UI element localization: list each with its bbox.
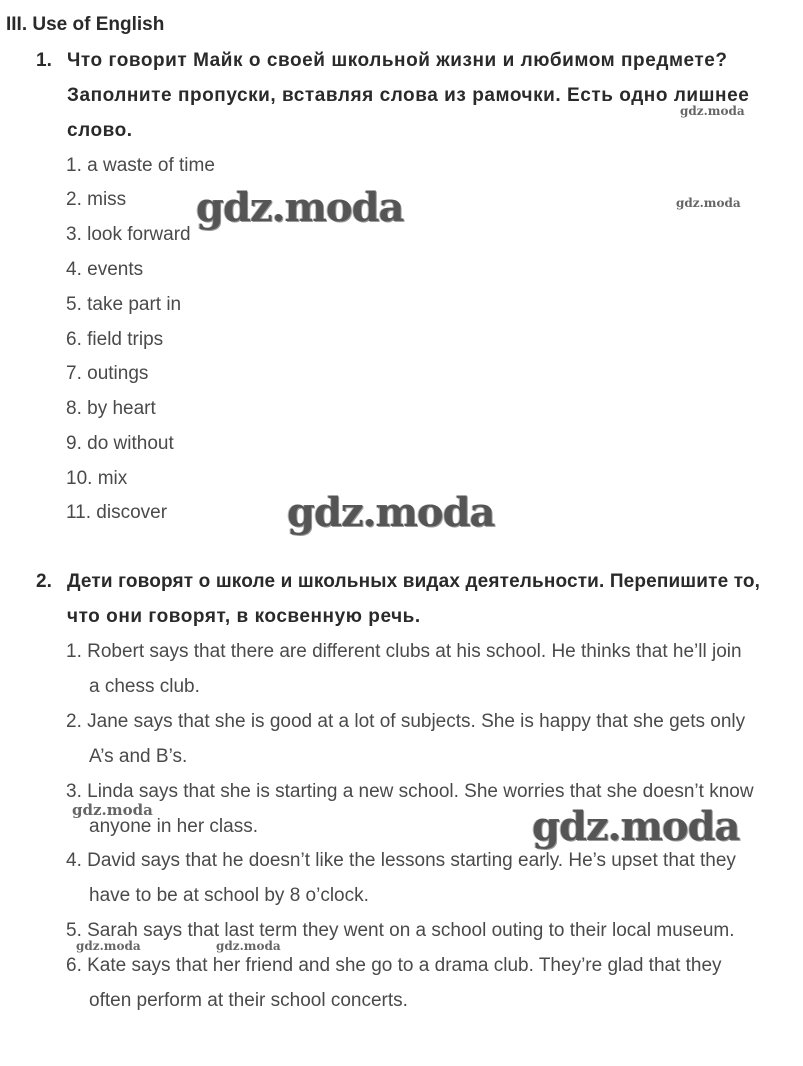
answer-line: often perform at their school concerts. [89, 990, 408, 1011]
watermark-small: gdz.moda [216, 939, 281, 953]
task2-number: 2. [36, 571, 52, 592]
answer-line: 4. David says that he doesn’t like the lessons starting early. He’s upset that they [66, 850, 736, 871]
watermark-small: gdz.moda [680, 104, 745, 118]
list-item: 4. events [66, 259, 144, 280]
answer-line: A’s and B’s. [89, 746, 188, 767]
list-item: 9. do without [66, 433, 174, 454]
answer-line: 2. Jane says that she is good at a lot of subjects. She is happy that she gets only [66, 711, 746, 732]
watermark-small: gdz.moda [72, 801, 153, 819]
list-item: 2. miss [66, 189, 127, 210]
list-item: 8. by heart [66, 398, 156, 419]
answer-line: 5. Sarah says that last term they went on a school outing to their local museum. [66, 920, 735, 941]
watermark-logo: gdz.moda [287, 489, 495, 536]
list-item: 7. outings [66, 363, 149, 384]
section-title: III. Use of English [6, 14, 165, 35]
watermark-logo: gdz.moda [532, 803, 740, 850]
watermark-logo: gdz.moda [196, 184, 404, 231]
answer-line: 6. Kate says that her friend and she go to a drama club. They’re glad that they [66, 955, 722, 976]
watermark-small: gdz.moda [676, 196, 741, 210]
watermark-small: gdz.moda [76, 939, 141, 953]
task2-line-2: что они говорят, в косвенную речь. [67, 606, 421, 627]
answer-line: a chess club. [89, 676, 200, 697]
list-item: 5. take part in [66, 294, 182, 315]
answer-line: have to be at school by 8 o’clock. [89, 885, 369, 906]
answer-line: 3. Linda says that she is starting a new school. She worries that she doesn’t know [66, 781, 754, 802]
answer-line: 1. Robert says that there are different clubs at his school. He thinks that he’ll join [66, 641, 742, 662]
list-item: 1. a waste of time [66, 155, 215, 176]
task1-line-2: Заполните пропуски, вставляя слова из рамочки. Есть одно лишнее [67, 85, 750, 106]
answer-line: anyone in her class. [89, 816, 258, 837]
list-item: 6. field trips [66, 329, 164, 350]
task2-line-1: Дети говорят о школе и школьных видах деятельности. Перепишите то, [67, 571, 761, 592]
list-item: 3. look forward [66, 224, 191, 245]
task1-line-1: Что говорит Майк о своей школьной жизни и любимом предмете? [67, 50, 728, 71]
task1-line-3: слово. [67, 120, 133, 141]
list-item: 11. discover [66, 502, 168, 523]
list-item: 10. mix [66, 468, 128, 489]
task1-number: 1. [36, 50, 52, 71]
